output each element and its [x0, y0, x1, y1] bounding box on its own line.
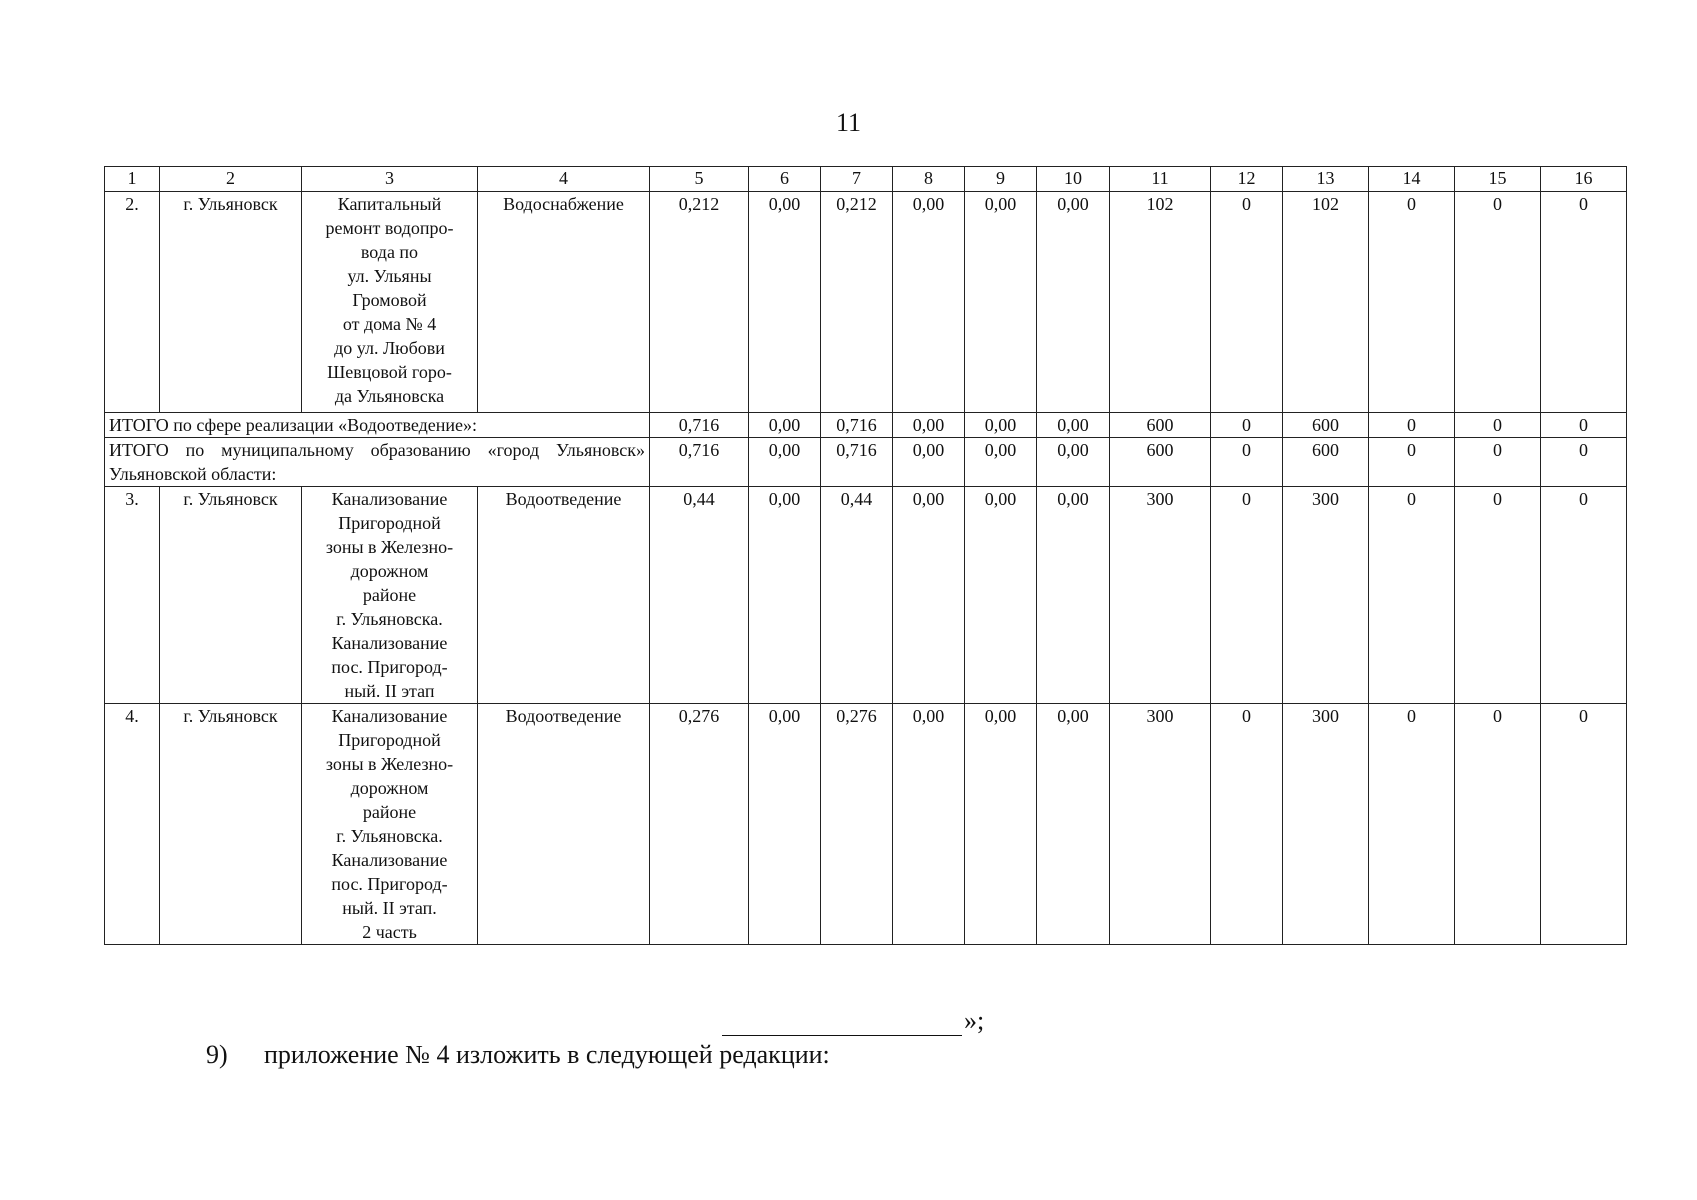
total-row	[105, 413, 1627, 438]
value-cell: 600	[1110, 438, 1211, 487]
object-line: Пригородной	[338, 730, 441, 750]
object-line: ул. Ульяны	[347, 266, 432, 286]
object-line: Канализование	[331, 706, 448, 726]
column-header: 10	[1037, 167, 1110, 192]
value-cell: 0,00	[1037, 413, 1110, 438]
object-line: Шевцовой горо-	[327, 362, 452, 382]
value-cell: 300	[1110, 704, 1211, 945]
item-9-paragraph	[206, 1040, 830, 1070]
column-header: 3	[302, 167, 478, 192]
value-cell: 0	[1211, 704, 1283, 945]
object-cell	[302, 487, 478, 704]
column-header: 9	[965, 167, 1037, 192]
value-cell: 0,00	[1037, 438, 1110, 487]
value-cell: 0,00	[893, 438, 965, 487]
city-cell: г. Ульяновск	[160, 487, 302, 704]
value-cell: 0,716	[821, 413, 893, 438]
object-line: 2 часть	[362, 922, 417, 942]
sphere-cell: Водоснабжение	[478, 192, 650, 413]
object-line: до ул. Любови	[334, 338, 445, 358]
table-row	[105, 487, 1627, 704]
value-cell: 0	[1455, 413, 1541, 438]
value-cell: 0	[1369, 413, 1455, 438]
value-cell: 0	[1541, 438, 1627, 487]
column-header: 2	[160, 167, 302, 192]
object-cell	[302, 192, 478, 413]
value-cell: 0,276	[821, 704, 893, 945]
value-cell: 0,716	[650, 413, 749, 438]
value-cell: 0,44	[650, 487, 749, 704]
value-cell: 0	[1369, 704, 1455, 945]
value-cell: 0,212	[821, 192, 893, 413]
object-line: ремонт водопро-	[325, 218, 454, 238]
object-line: Капитальный	[337, 194, 442, 214]
value-cell: 300	[1283, 487, 1369, 704]
object-line: пос. Пригород-	[331, 874, 448, 894]
column-header: 7	[821, 167, 893, 192]
object-line: Канализование	[331, 633, 448, 653]
object-line: г. Ульяновска.	[336, 826, 443, 846]
value-cell: 600	[1110, 413, 1211, 438]
blank-line	[722, 1011, 962, 1036]
object-line: дорожном	[350, 561, 429, 581]
object-cell	[302, 704, 478, 945]
value-cell: 0	[1455, 487, 1541, 704]
value-cell: 0,00	[965, 704, 1037, 945]
value-cell: 0,00	[749, 192, 821, 413]
object-line: Канализование	[331, 489, 448, 509]
closing-quote: »;	[964, 1006, 985, 1035]
value-cell: 0	[1541, 192, 1627, 413]
value-cell: 0	[1455, 704, 1541, 945]
value-cell: 0	[1541, 413, 1627, 438]
city-cell: г. Ульяновск	[160, 704, 302, 945]
object-line: районе	[362, 585, 417, 605]
object-line: Пригородной	[338, 513, 441, 533]
value-cell: 0	[1541, 487, 1627, 704]
object-line: пос. Пригород-	[331, 657, 448, 677]
header-row	[105, 167, 1627, 192]
row-number: 2.	[105, 192, 160, 413]
value-cell: 0,00	[965, 413, 1037, 438]
value-cell: 0,00	[749, 438, 821, 487]
value-cell: 600	[1283, 438, 1369, 487]
object-line: Громовой	[352, 290, 427, 310]
column-header: 16	[1541, 167, 1627, 192]
closing-quote-line	[722, 1006, 984, 1036]
sphere-cell: Водоотведение	[478, 487, 650, 704]
column-header: 12	[1211, 167, 1283, 192]
value-cell: 300	[1110, 487, 1211, 704]
value-cell: 0,00	[893, 704, 965, 945]
object-line: зоны в Железно-	[325, 537, 454, 557]
value-cell: 0	[1455, 438, 1541, 487]
value-cell: 0,00	[749, 487, 821, 704]
value-cell: 0	[1455, 192, 1541, 413]
value-cell: 0,716	[650, 438, 749, 487]
object-line: г. Ульяновска.	[336, 609, 443, 629]
object-line: от дома № 4	[342, 314, 437, 334]
object-line: ный. II этап	[344, 681, 435, 701]
value-cell: 102	[1110, 192, 1211, 413]
value-cell: 0,00	[965, 438, 1037, 487]
value-cell: 102	[1283, 192, 1369, 413]
value-cell: 600	[1283, 413, 1369, 438]
value-cell: 0	[1211, 192, 1283, 413]
object-line: вода по	[360, 242, 419, 262]
table-row	[105, 192, 1627, 413]
value-cell: 0	[1211, 438, 1283, 487]
value-cell: 0	[1369, 487, 1455, 704]
value-cell: 0,00	[893, 192, 965, 413]
column-header: 8	[893, 167, 965, 192]
object-line: зоны в Железно-	[325, 754, 454, 774]
value-cell: 0,212	[650, 192, 749, 413]
value-cell: 0,716	[821, 438, 893, 487]
column-header: 14	[1369, 167, 1455, 192]
row-number: 3.	[105, 487, 160, 704]
value-cell: 0,00	[1037, 487, 1110, 704]
total-label: ИТОГО по сфере реализации «Водоотведение»:	[105, 413, 650, 438]
column-header: 5	[650, 167, 749, 192]
page-number: 11	[835, 108, 862, 137]
value-cell: 0,00	[893, 413, 965, 438]
value-cell: 0,00	[965, 487, 1037, 704]
value-cell: 300	[1283, 704, 1369, 945]
column-header: 11	[1110, 167, 1211, 192]
item-number: 9)	[206, 1040, 228, 1069]
row-number: 4.	[105, 704, 160, 945]
object-line: районе	[362, 802, 417, 822]
city-cell: г. Ульяновск	[160, 192, 302, 413]
value-cell: 0	[1369, 438, 1455, 487]
value-cell: 0	[1541, 704, 1627, 945]
object-line: да Ульяновска	[334, 386, 445, 406]
value-cell: 0,44	[821, 487, 893, 704]
value-cell: 0	[1211, 413, 1283, 438]
object-line: Канализование	[331, 850, 448, 870]
table-row	[105, 704, 1627, 945]
value-cell: 0,00	[749, 704, 821, 945]
sphere-cell: Водоотведение	[478, 704, 650, 945]
value-cell: 0	[1369, 192, 1455, 413]
total-row	[105, 438, 1627, 487]
object-line: дорожном	[350, 778, 429, 798]
total-label: ИТОГО по муниципальному образованию «город Ульяновск» Ульяновской области:	[105, 438, 650, 487]
value-cell: 0,00	[893, 487, 965, 704]
value-cell: 0,00	[965, 192, 1037, 413]
column-header: 15	[1455, 167, 1541, 192]
column-header: 4	[478, 167, 650, 192]
value-cell: 0,00	[1037, 192, 1110, 413]
column-header: 6	[749, 167, 821, 192]
object-line: ный. II этап.	[342, 898, 437, 918]
value-cell: 0,276	[650, 704, 749, 945]
item-text: приложение № 4 изложить в следующей редакции:	[264, 1040, 830, 1069]
value-cell: 0	[1211, 487, 1283, 704]
column-header: 1	[105, 167, 160, 192]
data-table	[104, 166, 1627, 945]
value-cell: 0,00	[749, 413, 821, 438]
column-header: 13	[1283, 167, 1369, 192]
value-cell: 0,00	[1037, 704, 1110, 945]
